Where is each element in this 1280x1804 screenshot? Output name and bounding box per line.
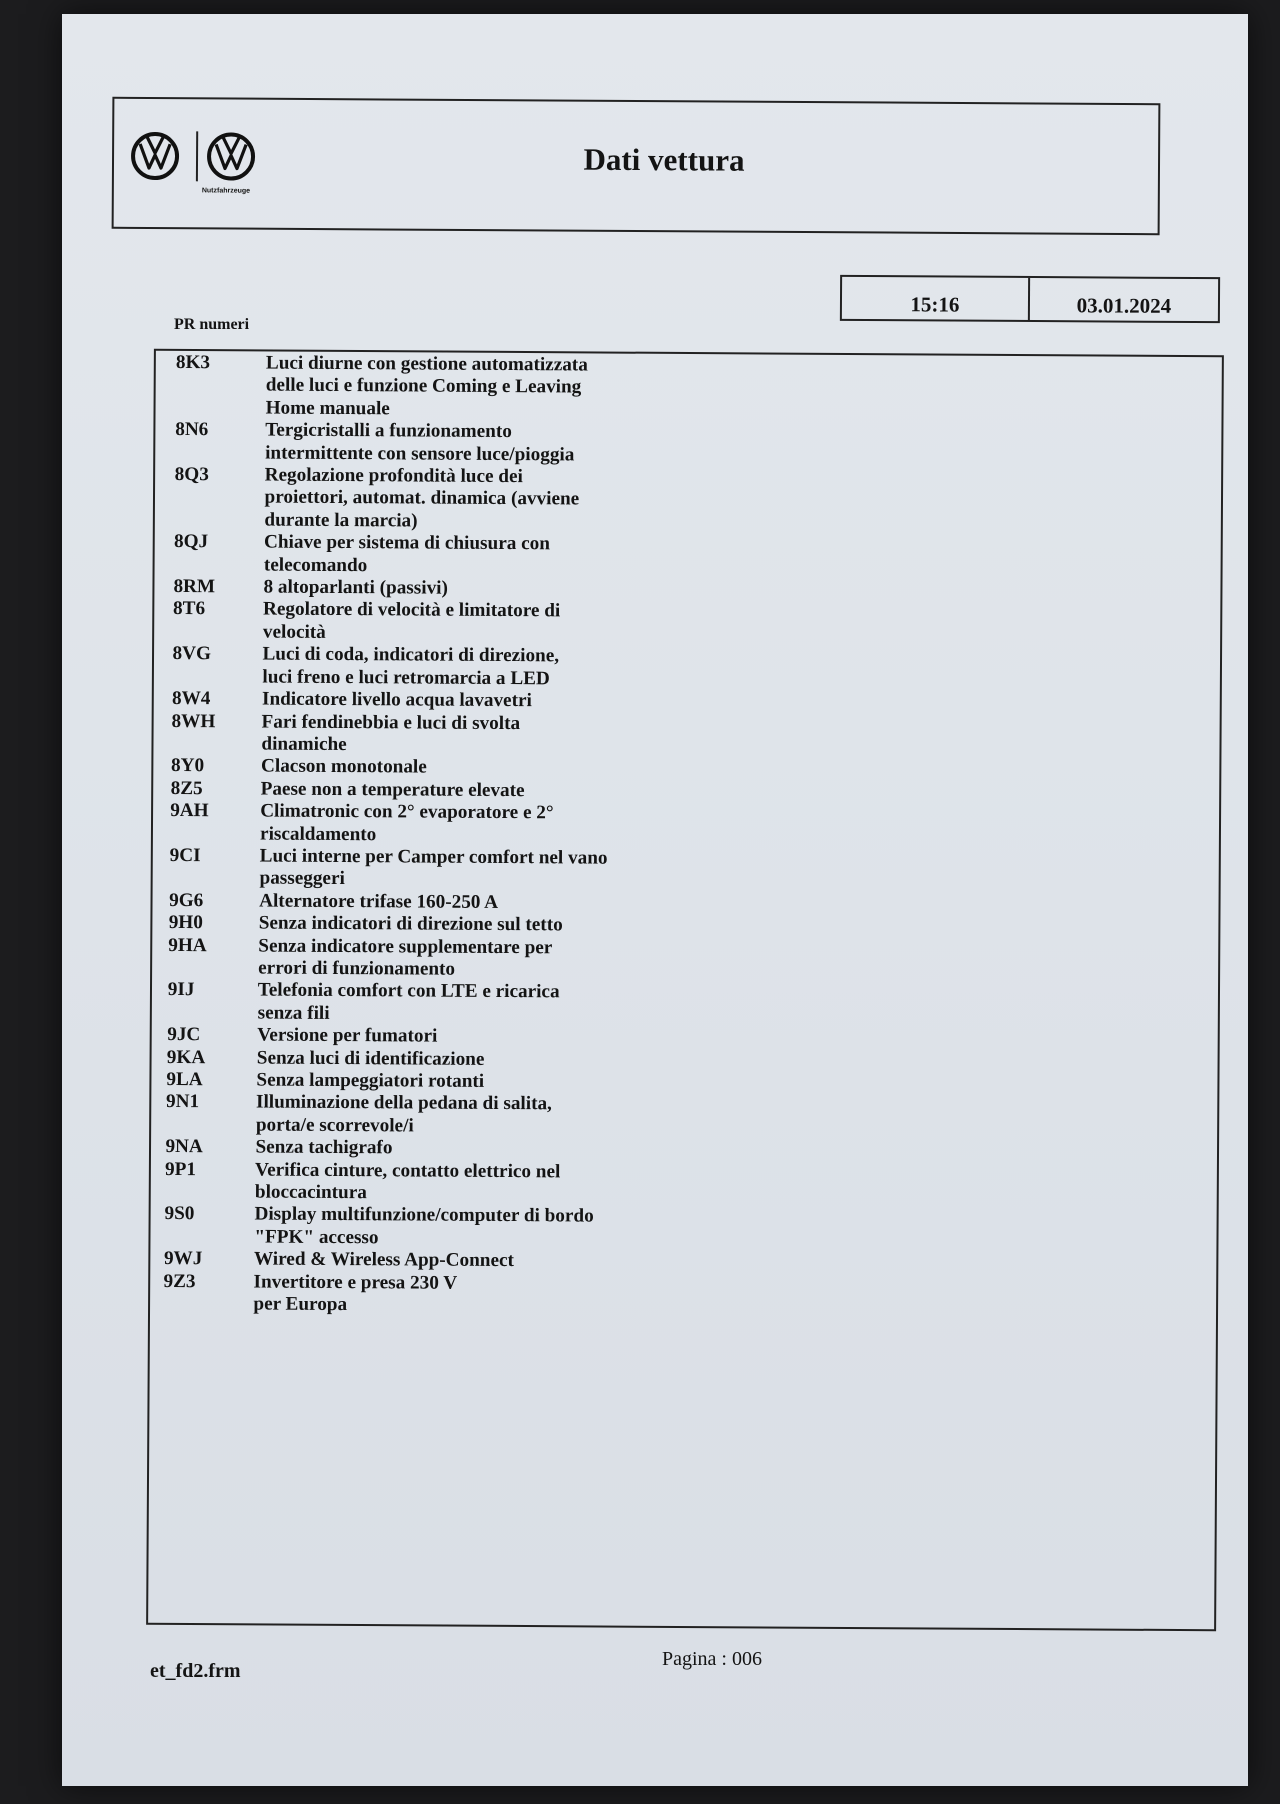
pr-description: Senza tachigrafo	[255, 1136, 393, 1159]
pr-code: 9P1	[165, 1158, 197, 1180]
pr-description: Tergicristalli a funzionamento intermittente con sensore luce/pioggia	[265, 419, 575, 466]
pr-code: 9WJ	[163, 1248, 203, 1270]
pr-code: 9H0	[168, 912, 203, 934]
pr-description: Chiave per sistema di chiusura con telecomando	[263, 531, 550, 576]
pr-code: 8QJ	[173, 531, 209, 553]
pr-description: Display multifunzione/computer di bordo "FPK" accesso	[254, 1203, 594, 1249]
pr-code: 9NA	[165, 1136, 203, 1158]
table-row	[163, 1271, 730, 1319]
pr-description: Luci di coda, indicatori di direzione, luci freno e luci retromarcia a LED	[262, 643, 560, 689]
pr-code: 8N6	[175, 419, 209, 441]
pr-description: Senza indicatore supplementare per errori di funzionamento	[258, 935, 553, 980]
table-row	[164, 1203, 730, 1251]
pr-description: Paese non a temperature elevate	[260, 778, 525, 801]
datetime-box	[840, 275, 1220, 323]
pr-description: Luci interne per Camper comfort nel vano passeggeri	[259, 845, 608, 890]
table-row	[174, 531, 735, 579]
logo-divider	[196, 131, 198, 181]
pr-description: Clacson monotonale	[260, 755, 427, 778]
pr-code: 9N1	[165, 1091, 200, 1113]
pr-code: 8Q3	[174, 464, 209, 486]
table-row	[168, 979, 733, 1027]
pr-description: Regolatore di velocità e limitatore di velocità	[262, 599, 561, 643]
pr-code: 8W4	[171, 688, 211, 710]
pr-list	[163, 352, 736, 1319]
pr-code: 8WH	[171, 710, 216, 732]
pr-code: 9HA	[168, 934, 207, 956]
table-row	[176, 352, 736, 423]
pr-code: 9JC	[167, 1024, 201, 1046]
table-row	[172, 643, 734, 691]
pr-description: Regolazione profondità luce dei proiettori, automat. dinamica (avviene durante la marcia)	[264, 464, 580, 532]
pr-code: 9Z3	[163, 1270, 196, 1292]
date-value: 03.01.2024	[1076, 293, 1172, 318]
pr-code: 9LA	[166, 1068, 203, 1091]
footer-page-number: Pagina : 006	[662, 1648, 762, 1670]
pr-description: Invertitore e presa 230 V per Europa	[253, 1271, 458, 1316]
vw-logo-icon	[130, 131, 180, 181]
pr-code: 8VG	[172, 643, 211, 665]
table-row	[175, 419, 736, 467]
pr-code: 9S0	[164, 1203, 195, 1225]
pr-description: Senza lampeggiatori rotanti	[256, 1069, 485, 1092]
pr-description: Luci diurne con gestione automatizzata delle luci e funzione Coming e Leaving Home manuale	[265, 352, 588, 420]
pr-description: Senza indicatori di direzione sul tetto	[258, 912, 563, 936]
footer-filename: et_fd2.frm	[150, 1660, 241, 1682]
pr-description: Alternatore trifase 160-250 A	[259, 890, 499, 913]
pr-description: 8 altoparlanti (passivi)	[263, 576, 448, 599]
table-row	[168, 935, 732, 983]
pr-description: Indicatore livello acqua lavavetri	[261, 688, 532, 712]
table-row	[174, 464, 735, 535]
page-title: Dati vettura	[583, 141, 745, 178]
pr-code: 9G6	[169, 889, 204, 911]
pr-code: 8RM	[173, 576, 216, 598]
table-row	[170, 800, 733, 848]
pr-code: 9IJ	[167, 979, 195, 1001]
time-value: 15:16	[842, 277, 1030, 320]
pr-description: Fari fendinebbia e luci di svolta dinamiche	[261, 711, 521, 755]
vw-commercial-logo-icon	[206, 131, 256, 181]
brand-subtitle: Nutzfahrzeuge	[201, 187, 251, 195]
table-row	[166, 1091, 732, 1139]
table-row	[173, 598, 735, 646]
pr-code: 8T6	[173, 598, 206, 620]
table-row	[169, 845, 732, 893]
logo-area	[130, 131, 270, 198]
pr-description: Illuminazione della pedana di salita, porta/e scorrevole/i	[255, 1091, 552, 1137]
header-box	[112, 97, 1161, 235]
pr-description: Climatronic con 2° evaporatore e 2° riscaldamento	[260, 800, 554, 845]
table-row	[171, 710, 733, 758]
pr-code: 9KA	[166, 1046, 206, 1068]
pr-description: Versione per fumatori	[257, 1024, 438, 1047]
pr-code: 9CI	[169, 844, 201, 867]
pr-code: 8Z5	[170, 777, 203, 799]
pr-description: Telefonia comfort con LTE e ricarica senza fili	[257, 979, 560, 1024]
section-label: PR numeri	[174, 316, 250, 333]
pr-code: 8Y0	[170, 755, 205, 777]
pr-code: 9AH	[170, 800, 209, 822]
pr-description: Verifica cinture, contatto elettrico nel bloccacintura	[254, 1159, 561, 1204]
pr-description: Wired & Wireless App-Connect	[253, 1248, 515, 1272]
pr-description: Senza luci di identificazione	[256, 1047, 485, 1070]
table-row	[165, 1159, 731, 1207]
pr-code: 8K3	[175, 352, 211, 374]
